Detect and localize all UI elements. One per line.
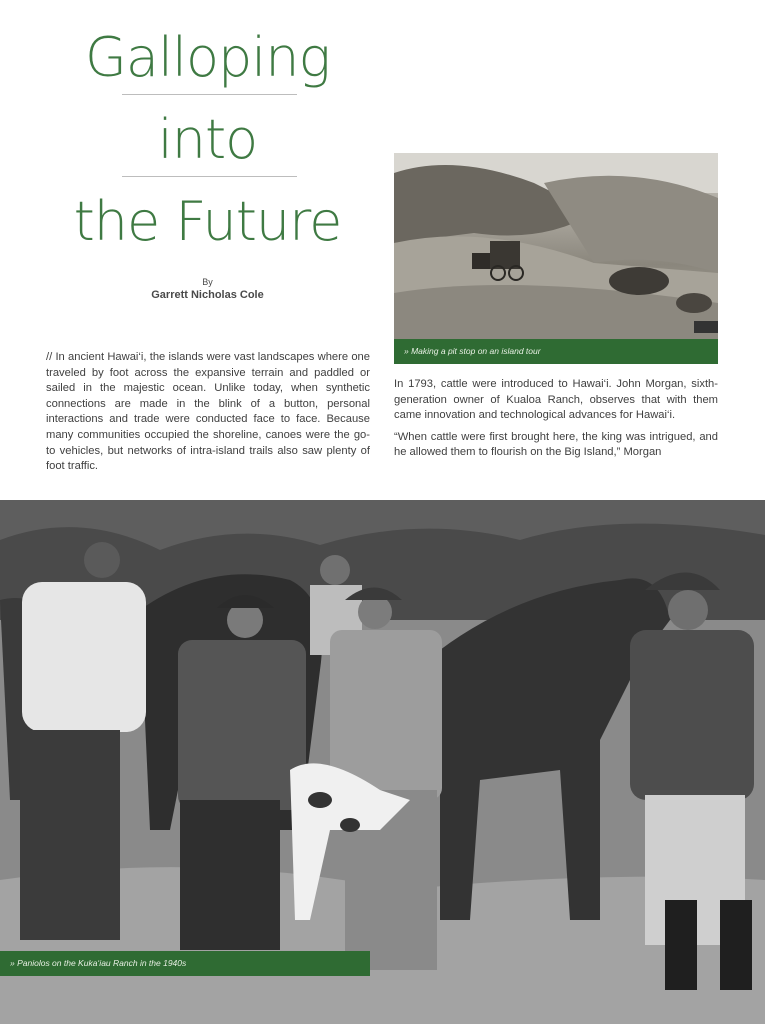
left-paragraph: // In ancient Hawai‘i, the islands were vast landscapes where one traveled by foot across the expansive terrain and paddled or sailed in the majestic ocean. Unlike today, when synthetic connections are made in the blink of a button, personal interactions and trade were conducted face to face. Because many communities occupied the shoreline, canoes were the go-to vehicles, but networks of intra-island trails also saw plenty of foot traffic.: [46, 351, 370, 473]
title-line-1: Galloping: [85, 26, 330, 89]
byline: [0, 277, 415, 301]
title-line-2: into: [157, 108, 258, 171]
main-photo-caption: » Paniolos on the Kuka‘iau Ranch in the 1940s: [0, 951, 370, 976]
title-divider-1: [122, 94, 297, 95]
main-photo-illustration: [0, 500, 765, 1024]
main-photo: [0, 500, 765, 1024]
title-divider-2: [122, 176, 297, 177]
top-photo-caption: » Making a pit stop on an island tour: [394, 339, 718, 364]
right-paragraph-2: “When cattle were first brought here, the king was intrigued, and he allowed them to flourish on the Big Island,” Morgan: [394, 430, 718, 459]
right-column: [394, 377, 718, 467]
left-column: [46, 350, 370, 481]
byline-author: Garrett Nicholas Cole: [151, 289, 264, 301]
right-paragraph-1: In 1793, cattle were introduced to Hawai‘i. John Morgan, sixth-generation owner of Kualoa Ranch, observes that with them came innovation and technological advances for Hawai‘i.: [394, 378, 718, 422]
top-photo-illustration: [394, 153, 718, 339]
byline-by: By: [202, 277, 213, 287]
title-line-3: the Future: [73, 190, 342, 253]
top-photo: [394, 153, 718, 339]
